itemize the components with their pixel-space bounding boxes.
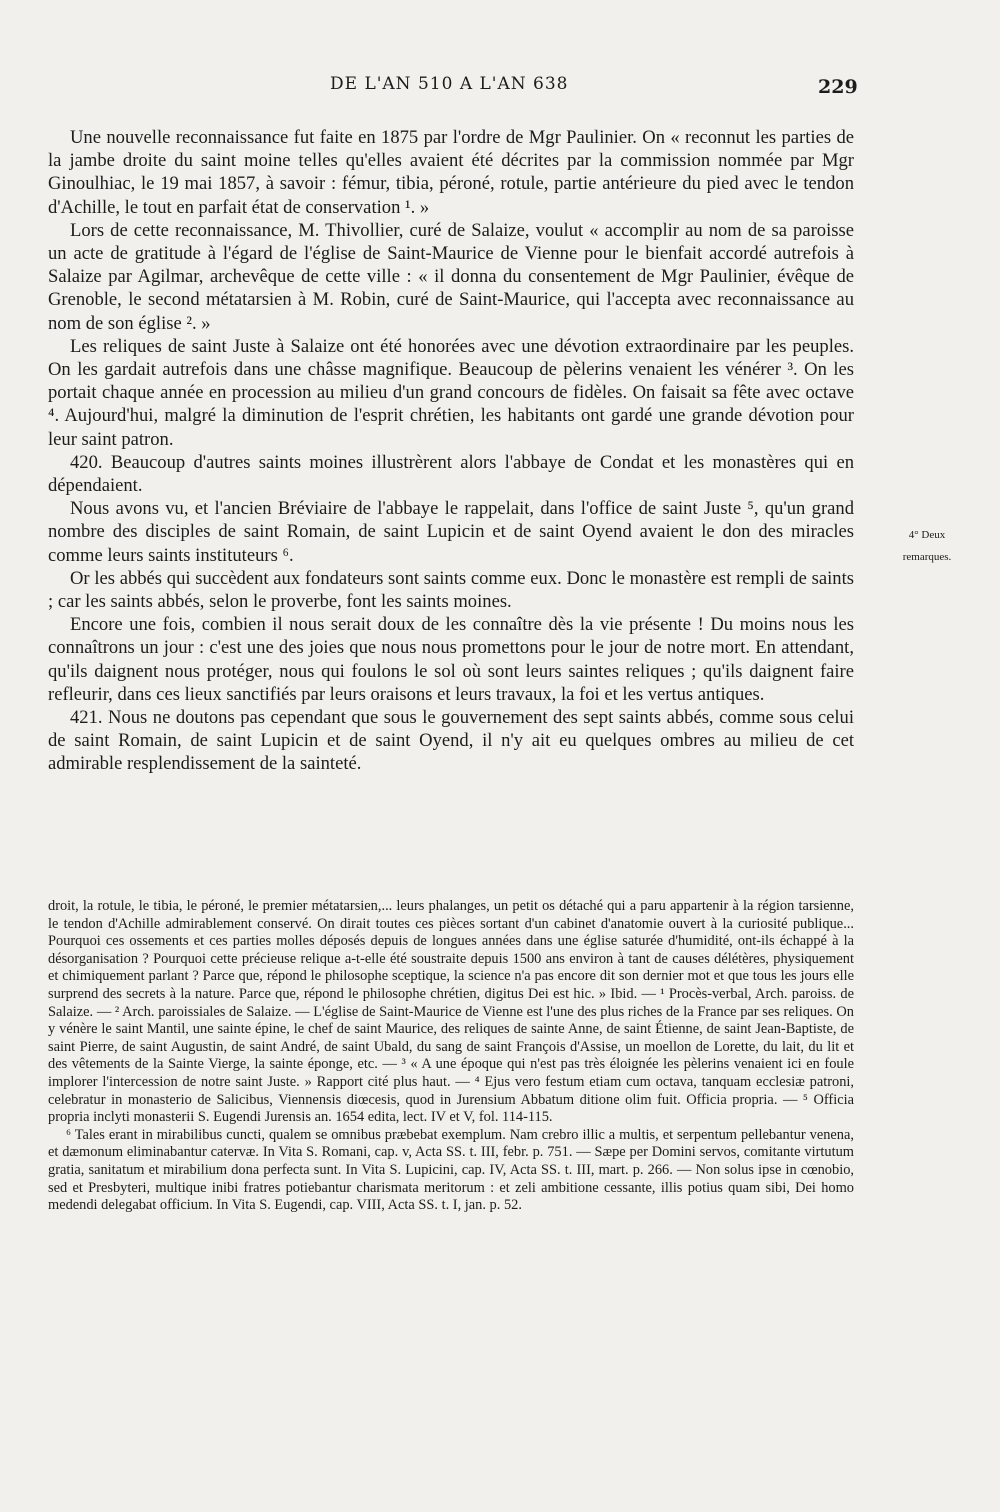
margin-note-line-1: 4° Deux <box>908 529 946 541</box>
paragraph-encore-une-fois: Encore une fois, combien il nous serait doux de les connaître dès la vie présente ! Du moins nous les connaîtrons un jour : c'est une des joies que nous nous promettons pour le jour de notre mort. En attendant, qu'ils daignent nous protéger, nous qui foulons le sol où sont leurs saintes reliques ; qu'ils daignent faire refleurir, dans ces lieux sanctifiés par leurs oraisons et leurs travaux, la foi et les vertus antiques. <box>48 614 854 705</box>
paragraph-420: 420. Beaucoup d'autres saints moines illustrèrent alors l'abbaye de Condat et les monastères qui en dépendaient. <box>48 451 854 497</box>
paragraph-breviaire: Nous avons vu, et l'ancien Bréviaire de l'abbaye le rappelait, dans l'office de saint Juste ⁵, qu'un grand nombre des disciples de saint Romain, de saint Lupicin et de saint Oyend avaient le don des miracles comme leurs saints instituteurs ⁶. <box>48 498 854 566</box>
paragraph-reliques-salaize: Les reliques de saint Juste à Salaize ont été honorées avec une dévotion extraordinaire par les peuples. On les gardait autrefois dans une châsse magnifique. Beaucoup de pèlerins venaient les vénérer ³. On les portait chaque année en procession au milieu d'un grand concours de fidèles. On faisait sa fête avec octave ⁴. Aujourd'hui, malgré la diminution de l'esprit chrétien, les habitants ont gardé une grande dévotion pour leur saint patron. <box>48 335 854 450</box>
margin-note-line-2: remarques. <box>902 551 952 563</box>
paragraph-reconnaissance-1875: Une nouvelle reconnaissance fut faite en 1875 par l'ordre de Mgr Paulinier. On « reconnut les parties de la jambe droite du saint moine telles qu'elles avaient été décrites par la commission nommée par Mgr Ginoulhiac, le 19 mai 1857, à savoir : fémur, tibia, péroné, rotule, partie antérieure du pied avec le tendon d'Achille, le tout en parfait état de conservation ¹. » <box>48 127 854 218</box>
margin-note <box>862 524 992 568</box>
running-header: DE L'AN 510 A L'AN 638 <box>330 74 569 94</box>
page-number: 229 <box>818 76 858 98</box>
footnotes <box>48 898 854 1215</box>
paragraph-thivollier: Lors de cette reconnaissance, M. Thivollier, curé de Salaize, voulut « accomplir au nom de sa paroisse un acte de gratitude à l'égard de l'église de Saint-Maurice de Vienne pour le bienfait accordé autrefois à Salaize par Agilmar, archevêque de cette ville : « il donna du consentement de Mgr Paulinier, évêque de Grenoble, le second métatarsien à M. Robin, curé de Saint-Maurice, qui l'accepta avec reconnaissance au nom de son église ². » <box>48 219 854 334</box>
paragraph-421: 421. Nous ne doutons pas cependant que sous le gouvernement des sept saints abbés, comme sous celui de saint Romain, de saint Lupicin et de saint Oyend, il n'y ait eu quelques ombres au milieu de cet admirable resplendissement de la sainteté. <box>48 707 854 775</box>
main-text <box>48 126 854 776</box>
footnote-6: ⁶ Tales erant in mirabilibus cuncti, qualem se omnibus præbebat exemplum. Nam crebro illic a multis, et serpentum pellebantur venena, et dæmonum eliminabantur catervæ. In Vita S. Romani, cap. v, Acta SS. t. III, febr. p. 751. — Sæpe per Domini servos, comitante virtutum gratia, sanitatum et mirabilium dona perfecta sunt. In Vita S. Lupicini, cap. IV, Acta SS. t. III, mart. p. 266. — Non solus ipse in cœnobio, sed et Presbyteri, multique inibi fratres potiebantur charismata meritorum : et zeli ambitione cessante, illis potius quam sibi, Dei homo medendi delegabat officium. In Vita S. Eugendi, cap. VIII, Acta SS. t. I, jan. p. 52. <box>48 1126 854 1214</box>
footnote-block: droit, la rotule, le tibia, le péroné, le premier métatarsien,... leurs phalanges, un petit os détaché qui a paru appartenir à la région tarsienne, le tendon d'Achille admirablement conservé. On dirait toutes ces pièces sortant d'un cabinet d'anatomie ouvert à la curiosité publique... Pourquoi ces ossements et ces parties molles déposés depuis de longues années dans une église saturée d'humidité, ont-ils échappé à la désorganisation ? Pourquoi cette précieuse relique a-t-elle été soustraite depuis 1500 ans environ à tant de causes délétères, physiquement et chimiquement parlant ? Parce que, répond le philosophe sceptique, la science n'a pas encore dit son dernier mot et que tous les jours elle surprend des secrets à la nature. Parce que, répond le philosophe chrétien, digitus Dei est hic. » Ibid. — ¹ Procès-verbal, Arch. paroiss. de Salaize. — ² Arch. paroissiales de Salaize. — L'église de Saint-Maurice de Vienne est l'une des plus riches de la France par ses reliques. On y vénère le saint Mantil, une sainte épine, le chef de saint Maurice, des reliques de sainte Anne, de saint Étienne, de saint Jean-Baptiste, de saint Pierre, de saint Augustin, de saint André, de saint Ubald, du sang de saint François d'Assise, un moellon de Lorette, du lait, du lit et des vêtements de la Sainte Vierge, la sainte éponge, etc. — ³ « A une époque qui n'est pas très éloignée les pèlerins venaient ici en foule implorer l'intercession de notre saint Juste. » Rapport cité plus haut. — ⁴ Ejus vero festum etiam cum octava, tanquam ecclesiæ patroni, celebratur in monasterio de Salicibus, Viennensis diœcesis, quod in Jurensium Abbatum ditione olim fuit. Officia propria. — ⁵ Officia propria inclyti monasterii S. Eugendi Jurensis an. 1654 edita, lect. IV et V, fol. 114-115. <box>48 898 854 1126</box>
paragraph-abbes: Or les abbés qui succèdent aux fondateurs sont saints comme eux. Donc le monastère est rempli de saints ; car les saints abbés, selon le proverbe, font les saints moines. <box>48 567 854 613</box>
